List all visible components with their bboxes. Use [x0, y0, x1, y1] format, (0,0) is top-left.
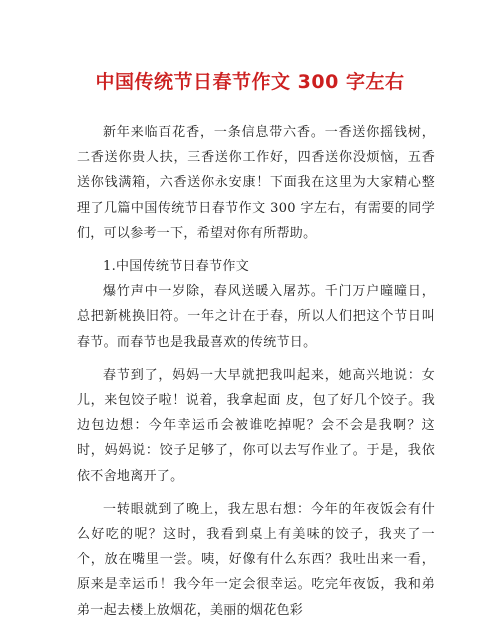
body-paragraph-1: 爆竹声中一岁除，春风送暖入屠苏。千门万户曈曈日，总把新桃换旧符。一年之计在于春，所以人们把这个节日叫春节。而春节也是我最喜欢的传统节日。 — [77, 284, 435, 350]
body-paragraph-3: 一转眼就到了晚上，我左思右想：今年的年夜饭会有什么好吃的呢？这时，我看到桌上有美味的饺子，我夹了一个，放在嘴里一尝。咦，好像有什么东西？我吐出来一看，原来是幸运币！我今年一定会很幸运。吃完年夜饭，我和弟弟一起去楼上放烟花，美丽的烟花色彩 — [77, 501, 435, 618]
intro-paragraph: 新年来临百花香，一条信息带六香。一香送你摇钱树，二香送你贵人扶，三香送你工作好，四香送你没烦恼，五香送你钱满箱，六香送你永安康！下面我在这里为大家精心整理了几篇中国传统节日春节作文 300 字左右，有需要的同学们，可以参考一下，希望对你有所帮助。 — [77, 125, 435, 241]
section-heading: 1.中国传统节日春节作文 — [103, 259, 250, 275]
document-title: 中国传统节日春节作文 300 字左右 — [95, 71, 405, 93]
document-body — [77, 120, 435, 631]
body-paragraph-2: 春节到了，妈妈一大早就把我叫起来，她高兴地说：女儿，来包饺子啦！说着，我拿起面 皮，包了好几个饺子。我边包边想：今年幸运币会被谁吃掉呢？会不会是我啊？这时，妈妈说：饺子足够了，你可以去写作业了。于是，我依依不舍地离开了。 — [77, 367, 435, 484]
